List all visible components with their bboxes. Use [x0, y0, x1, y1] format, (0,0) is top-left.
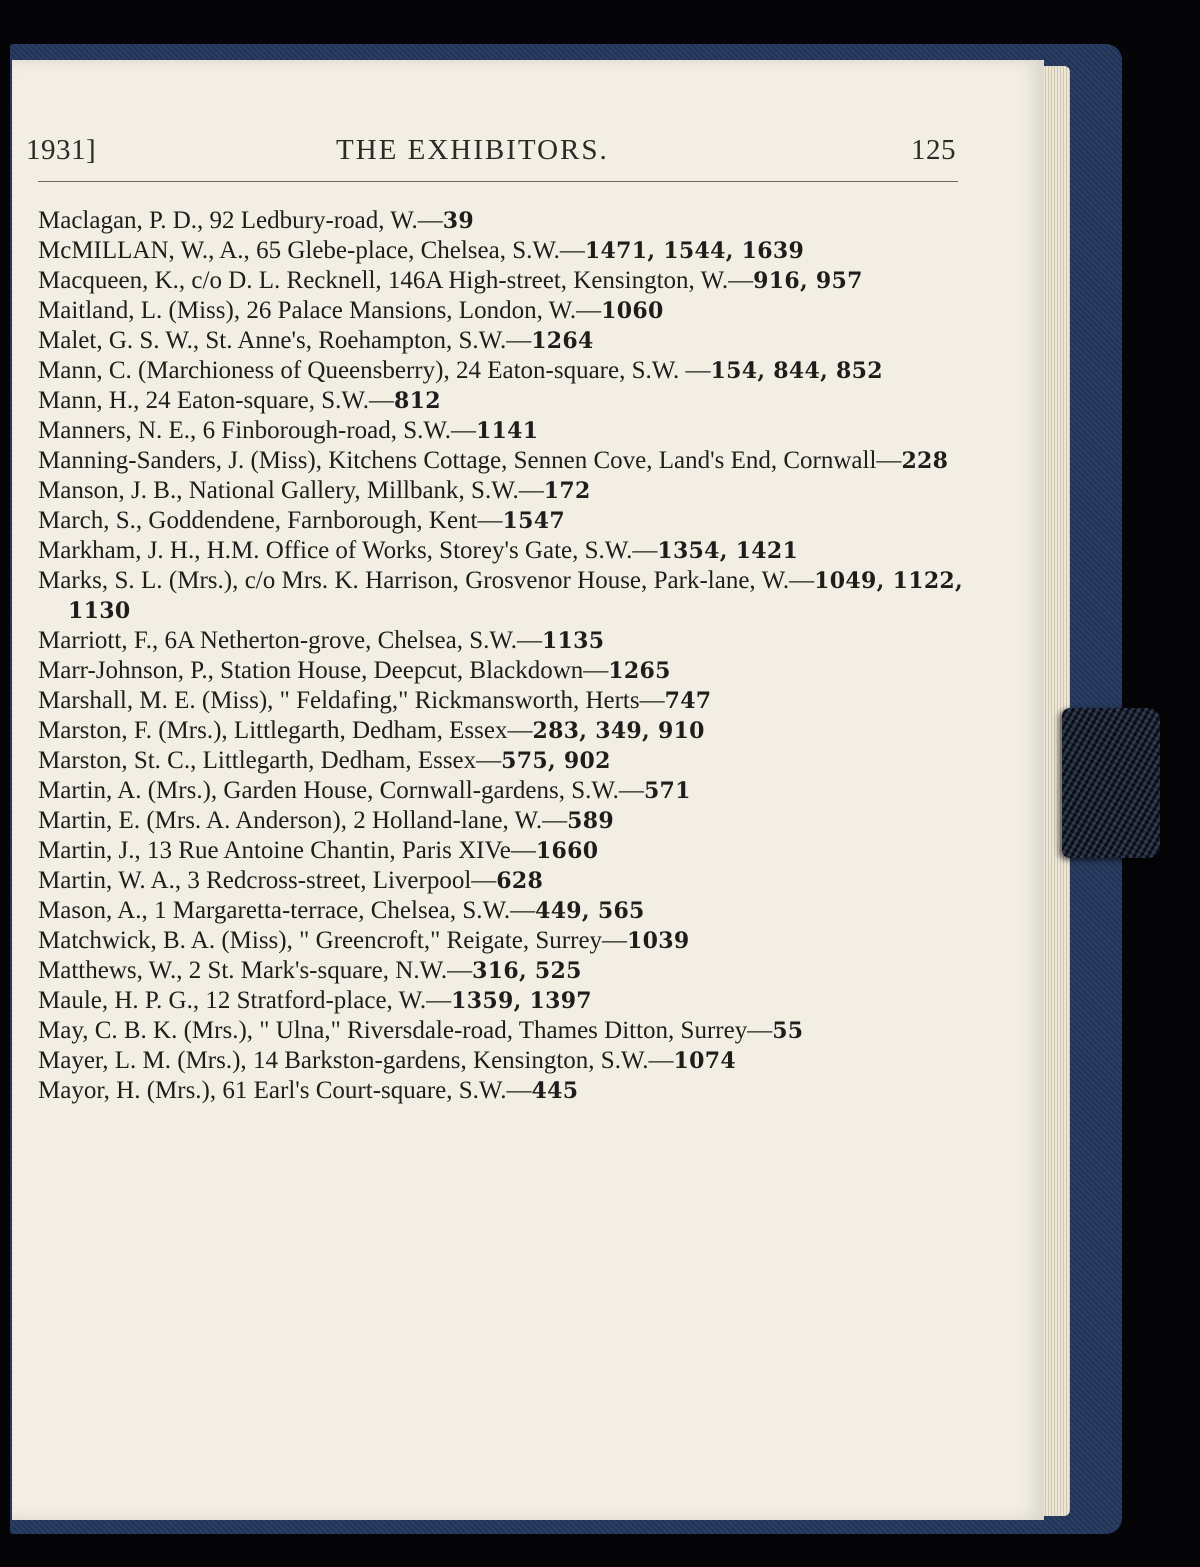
exhibitor-name: Mann, H.,	[38, 387, 140, 414]
page-number: 125	[911, 134, 956, 166]
exhibit-numbers: 316, 525	[472, 958, 582, 984]
exhibitor-address: c/o D. L. Recknell, 146A High-street, Kensington, W.—	[185, 267, 754, 294]
exhibitor-entry	[38, 296, 963, 326]
exhibitor-entry	[38, 566, 963, 626]
exhibitor-entry	[38, 326, 963, 356]
exhibitor-address: 12 Stratford-place, W.—	[199, 987, 452, 1014]
exhibitor-name: Martin, J.,	[38, 837, 141, 864]
exhibitor-address: Kitchens Cottage, Sennen Cove, Land's End, Cornwall—	[322, 447, 902, 474]
exhibitor-entry	[38, 356, 963, 386]
exhibit-numbers: 445	[531, 1078, 579, 1104]
exhibitor-entry	[38, 686, 963, 716]
exhibitor-address: Littlegarth, Dedham, Essex—	[227, 717, 533, 744]
exhibitor-entry	[38, 896, 963, 926]
exhibitor-entry	[38, 1046, 963, 1076]
exhibitor-name: May, C. B. K. (Mrs.),	[38, 1017, 254, 1044]
exhibitor-address: " Greencroft," Reigate, Surrey—	[292, 927, 628, 954]
exhibit-numbers: 449, 565	[535, 898, 645, 924]
exhibitor-entry	[38, 536, 963, 566]
exhibitor-address: 6A Netherton-grove, Chelsea, S.W.—	[158, 627, 542, 654]
exhibit-numbers: 1039	[627, 928, 690, 954]
exhibit-numbers: 1547	[502, 508, 565, 534]
exhibit-numbers: 172	[543, 478, 591, 504]
exhibitor-entry	[38, 956, 963, 986]
exhibitor-address: 3 Redcross-street, Liverpool—	[181, 867, 497, 894]
exhibitor-entry	[38, 476, 963, 506]
exhibitor-entry	[38, 836, 963, 866]
exhibitor-address: 13 Rue Antoine Chantin, Paris XIVe—	[140, 837, 536, 864]
exhibitor-entry	[38, 656, 963, 686]
exhibitor-list	[38, 206, 963, 1106]
exhibit-numbers: 575, 902	[501, 748, 611, 774]
exhibitor-name: Malet, G. S. W.,	[38, 327, 200, 354]
exhibit-numbers: 916, 957	[753, 268, 863, 294]
exhibit-numbers: 747	[664, 688, 712, 714]
exhibitor-address: National Gallery, Millbank, S.W.—	[182, 477, 544, 504]
exhibit-numbers: 1265	[608, 658, 671, 684]
exhibitor-name: Macqueen, K.,	[38, 267, 186, 294]
exhibitor-name: Marshall, M. E. (Miss),	[38, 687, 274, 714]
exhibitor-address: 65 Glebe-place, Chelsea, S.W.—	[249, 237, 585, 264]
exhibitor-name: Mayor, H. (Mrs.),	[38, 1077, 217, 1104]
exhibitor-entry	[38, 446, 963, 476]
exhibit-numbers: 812	[393, 388, 441, 414]
exhibitor-entry	[38, 386, 963, 416]
exhibitor-name: Matthews, W.,	[38, 957, 183, 984]
exhibitor-address: " Feldafing," Rickmansworth, Herts—	[273, 687, 665, 714]
exhibitor-entry	[38, 236, 963, 266]
exhibitor-entry	[38, 806, 963, 836]
exhibitor-name: Mayer, L. M. (Mrs.),	[38, 1047, 247, 1074]
exhibitor-name: Matchwick, B. A. (Miss),	[38, 927, 293, 954]
exhibit-numbers: 1359, 1397	[451, 988, 592, 1014]
exhibitor-entry	[38, 506, 963, 536]
exhibitor-entry	[38, 866, 963, 896]
exhibitor-name: Marr-Johnson, P.,	[38, 657, 214, 684]
header-rule	[38, 181, 958, 182]
exhibitor-address: " Ulna," Riversdale-road, Thames Ditton, Surrey—	[253, 1017, 773, 1044]
running-head	[26, 134, 956, 174]
exhibitor-name: McMILLAN, W., A.,	[38, 237, 250, 264]
exhibitor-address: c/o Mrs. K. Harrison, Grosvenor House, Park-lane, W.—	[238, 567, 815, 594]
exhibitor-address: Station House, Deepcut, Blackdown—	[213, 657, 609, 684]
exhibitor-name: March, S.,	[38, 507, 143, 534]
exhibitor-entry	[38, 1076, 963, 1106]
exhibitor-name: Marston, F. (Mrs.),	[38, 717, 228, 744]
exhibitor-address: St. Anne's, Roehampton, S.W.—	[199, 327, 532, 354]
exhibitor-address: 92 Ledbury-road, W.—	[203, 207, 443, 234]
exhibitor-name: Martin, E. (Mrs. A. Anderson),	[38, 807, 347, 834]
exhibitor-name: Maclagan, P. D.,	[38, 207, 204, 234]
exhibit-numbers: 1060	[601, 298, 664, 324]
exhibitor-entry	[38, 1016, 963, 1046]
exhibit-numbers: 571	[643, 778, 691, 804]
exhibitor-entry	[38, 986, 963, 1016]
exhibitor-address: Littlegarth, Dedham, Essex—	[196, 747, 502, 774]
exhibit-numbers: 628	[496, 868, 544, 894]
exhibit-numbers: 283, 349, 910	[532, 718, 705, 744]
running-head-title: THE EXHIBITORS.	[336, 134, 609, 166]
exhibitor-address: Goddendene, Farnborough, Kent—	[142, 507, 503, 534]
exhibitor-name: Maitland, L. (Miss),	[38, 297, 241, 324]
exhibitor-name: Mason, A.,	[38, 897, 148, 924]
exhibit-numbers: 1660	[535, 838, 599, 864]
exhibitor-name: Marriott, F.,	[38, 627, 159, 654]
exhibitor-name: Martin, A. (Mrs.),	[38, 777, 218, 804]
exhibit-numbers: 1141	[475, 418, 539, 444]
exhibitor-name: Martin, W. A.,	[38, 867, 182, 894]
exhibit-numbers: 154, 844, 852	[710, 358, 883, 384]
exhibitor-name: Markham, J. H.,	[38, 537, 201, 564]
leather-clasp	[1062, 708, 1160, 858]
exhibit-numbers: 1135	[541, 628, 605, 654]
exhibitor-entry	[38, 716, 963, 746]
exhibitor-name: Mann, C. (Marchioness of Queensberry),	[38, 357, 450, 384]
exhibitor-address: 24 Eaton-square, S.W. —	[449, 357, 711, 384]
exhibitor-entry	[38, 746, 963, 776]
exhibit-numbers: 1074	[673, 1048, 736, 1074]
exhibitor-entry	[38, 266, 963, 296]
exhibitor-name: Manners, N. E.,	[38, 417, 197, 444]
exhibitor-address: H.M. Office of Works, Storey's Gate, S.W.—	[200, 537, 658, 564]
exhibit-numbers: 1354, 1421	[657, 538, 799, 564]
exhibitor-name: Marks, S. L. (Mrs.),	[38, 567, 239, 594]
exhibit-numbers: 1264	[531, 328, 594, 354]
running-head-year: 1931]	[26, 134, 97, 166]
exhibitor-address: Garden House, Cornwall-gardens, S.W.—	[217, 777, 644, 804]
exhibitor-entry	[38, 416, 963, 446]
exhibitor-address: 2 Holland-lane, W.—	[347, 807, 568, 834]
exhibit-numbers: 39	[442, 208, 475, 234]
exhibitor-entry	[38, 206, 963, 236]
exhibitor-name: Marston, St. C.,	[38, 747, 197, 774]
exhibitor-address: 1 Margaretta-terrace, Chelsea, S.W.—	[147, 897, 536, 924]
exhibit-numbers: 55	[772, 1018, 804, 1044]
exhibitor-address: 2 St. Mark's-square, N.W.—	[182, 957, 473, 984]
exhibit-numbers: 1049, 1122, 1130	[68, 568, 963, 624]
exhibitor-address: 14 Barkston-gardens, Kensington, S.W.—	[246, 1047, 674, 1074]
exhibit-numbers: 589	[567, 808, 614, 834]
exhibitor-entry	[38, 926, 963, 956]
exhibitor-entry	[38, 776, 963, 806]
exhibitor-address: 26 Palace Mansions, London, W.—	[240, 297, 602, 324]
exhibitor-name: Manson, J. B.,	[38, 477, 183, 504]
exhibit-numbers: 228	[901, 448, 949, 474]
exhibitor-address: 24 Eaton-square, S.W.—	[139, 387, 394, 414]
exhibitor-address: 61 Earl's Court-square, S.W.—	[216, 1077, 532, 1104]
exhibitor-name: Maule, H. P. G.,	[38, 987, 200, 1014]
exhibit-numbers: 1471, 1544, 1639	[584, 238, 805, 264]
exhibitor-address: 6 Finborough-road, S.W.—	[196, 417, 476, 444]
exhibitor-name: Manning-Sanders, J. (Miss),	[38, 447, 323, 474]
exhibitor-entry	[38, 626, 963, 656]
